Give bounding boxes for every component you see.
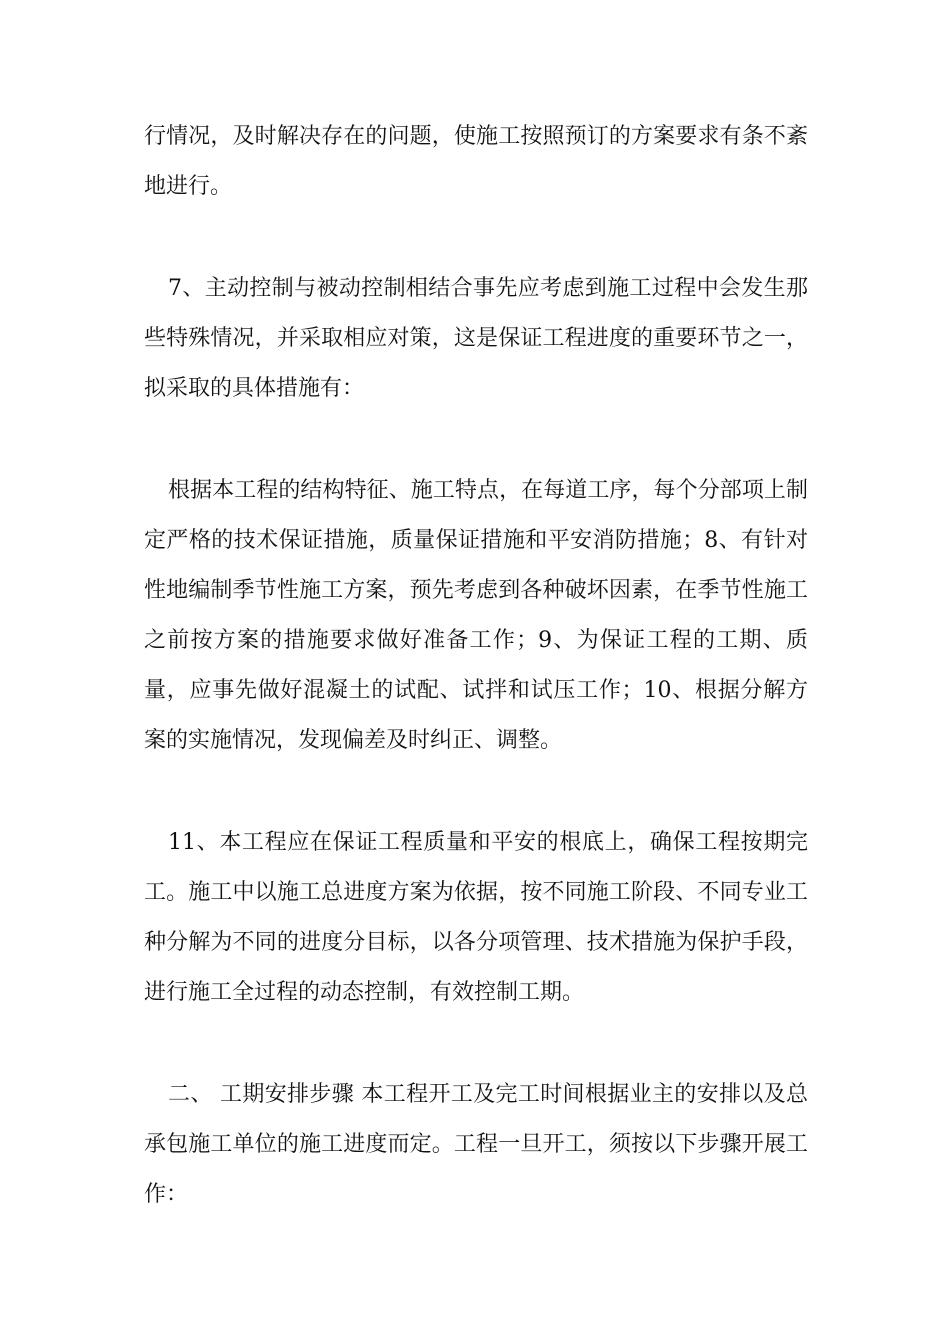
paragraph-4: 11、本工程应在保证工程质量和平安的根底上，确保工程按期完工。施工中以施工总进度方案为依据，按不同施工阶段、不同专业工种分解为不同的进度分目标，以各分项管理、技术措施为保护手段，进行施工全过程的动态控制，有效控制工期。 (144, 830, 808, 1005)
paragraph-1: 行情况，及时解决存在的问题，使施工按照预订的方案要求有条不紊地进行。 (144, 124, 808, 199)
document-page (144, 112, 808, 1220)
paragraph-3: 根据本工程的结构特征、施工特点，在每道工序，每个分部项上制定严格的技术保证措施，质量保证措施和平安消防措施；8、有针对性地编制季节性施工方案，预先考虑到各种破坏因素，在季节性施工之前按方案的措施要求做好准备工作；9、为保证工程的工期、质量，应事先做好混凝土的试配、试拌和试压工作；10、根据分解方案的实施情况，发现偏差及时纠正、调整。 (144, 478, 808, 753)
paragraph-2: 7、主动控制与被动控制相结合事先应考虑到施工过程中会发生那些特殊情况，并采取相应对策，这是保证工程进度的重要环节之一，拟采取的具体措施有： (144, 276, 808, 401)
paragraph-5: 二、 工期安排步骤 本工程开工及完工时间根据业主的安排以及总承包施工单位的施工进度而定。工程一旦开工，须按以下步骤开展工作： (144, 1082, 808, 1207)
